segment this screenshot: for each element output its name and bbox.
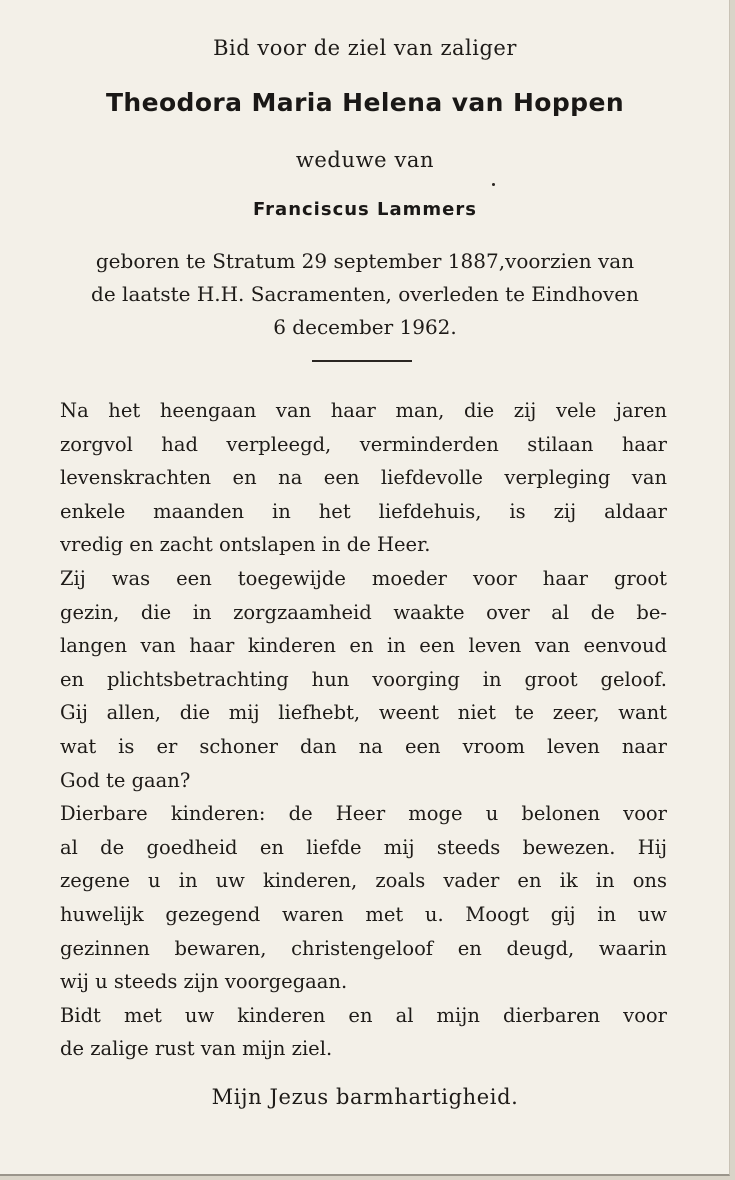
text-line: wij u steeds zijn voorgegaan. bbox=[60, 970, 348, 994]
text-line: zorgvol had verpleegd, verminderden stilaan haar bbox=[60, 432, 667, 456]
text-line: al de goedheid en liefde mij steeds bewezen. Hij bbox=[60, 835, 667, 859]
text-line: zegene u in uw kinderen, zoals vader en ik in ons bbox=[60, 869, 667, 893]
text-line: gezin, die in zorgzaamheid waakte over al de be- bbox=[60, 600, 667, 624]
text-line: en plichtsbetrachting hun voorging in groot geloof. bbox=[60, 667, 667, 691]
text-line: vredig en zacht ontslapen in de Heer. bbox=[60, 533, 431, 557]
deceased-name: Theodora Maria Helena van Hoppen bbox=[105, 88, 625, 117]
closing-prayer: Mijn Jezus barmhartigheid. bbox=[211, 1085, 519, 1109]
text-line: langen van haar kinderen en in een leven van eenvoud bbox=[60, 634, 667, 658]
text-line: gezinnen bewaren, christengeloof en deugd, waarin bbox=[60, 936, 667, 960]
relation-line: weduwe van bbox=[295, 148, 435, 172]
text-line: de zalige rust van mijn ziel. bbox=[60, 1037, 333, 1061]
text-line: Zij was een toegewijde moeder voor haar groot bbox=[60, 566, 667, 590]
text-line: Dierbare kinderen: de Heer moge u belonen voor bbox=[60, 802, 667, 826]
text-line: levenskrachten en na een liefdevolle verpleging van bbox=[60, 466, 667, 490]
spouse-name: Franciscus Lammers bbox=[253, 199, 477, 220]
ink-dot bbox=[492, 183, 495, 186]
details-line: geboren te Stratum 29 september 1887,voorzien van bbox=[95, 249, 635, 273]
text-line: wat is er schoner dan na een vroom leven naar bbox=[60, 734, 667, 758]
details-line: 6 december 1962. bbox=[273, 315, 457, 339]
text-line: Na het heengaan van haar man, die zij vele jaren bbox=[60, 399, 667, 422]
text-line: Bidt met uw kinderen en al mijn dierbaren voor bbox=[60, 1003, 667, 1027]
memorial-text bbox=[60, 394, 667, 1066]
text-line: God te gaan? bbox=[60, 768, 191, 792]
divider-rule bbox=[312, 360, 412, 362]
text-line: enkele maanden in het liefdehuis, is zij aldaar bbox=[60, 499, 667, 523]
intro-line: Bid voor de ziel van zaliger bbox=[213, 36, 517, 60]
birth-death-details bbox=[60, 245, 670, 344]
text-line: huwelijk gezegend waren met u. Moogt gij in uw bbox=[60, 902, 667, 926]
text-line: Gij allen, die mij liefhebt, weent niet te zeer, want bbox=[60, 701, 667, 725]
details-line: de laatste H.H. Sacramenten, overleden te Eindhoven bbox=[91, 282, 639, 306]
